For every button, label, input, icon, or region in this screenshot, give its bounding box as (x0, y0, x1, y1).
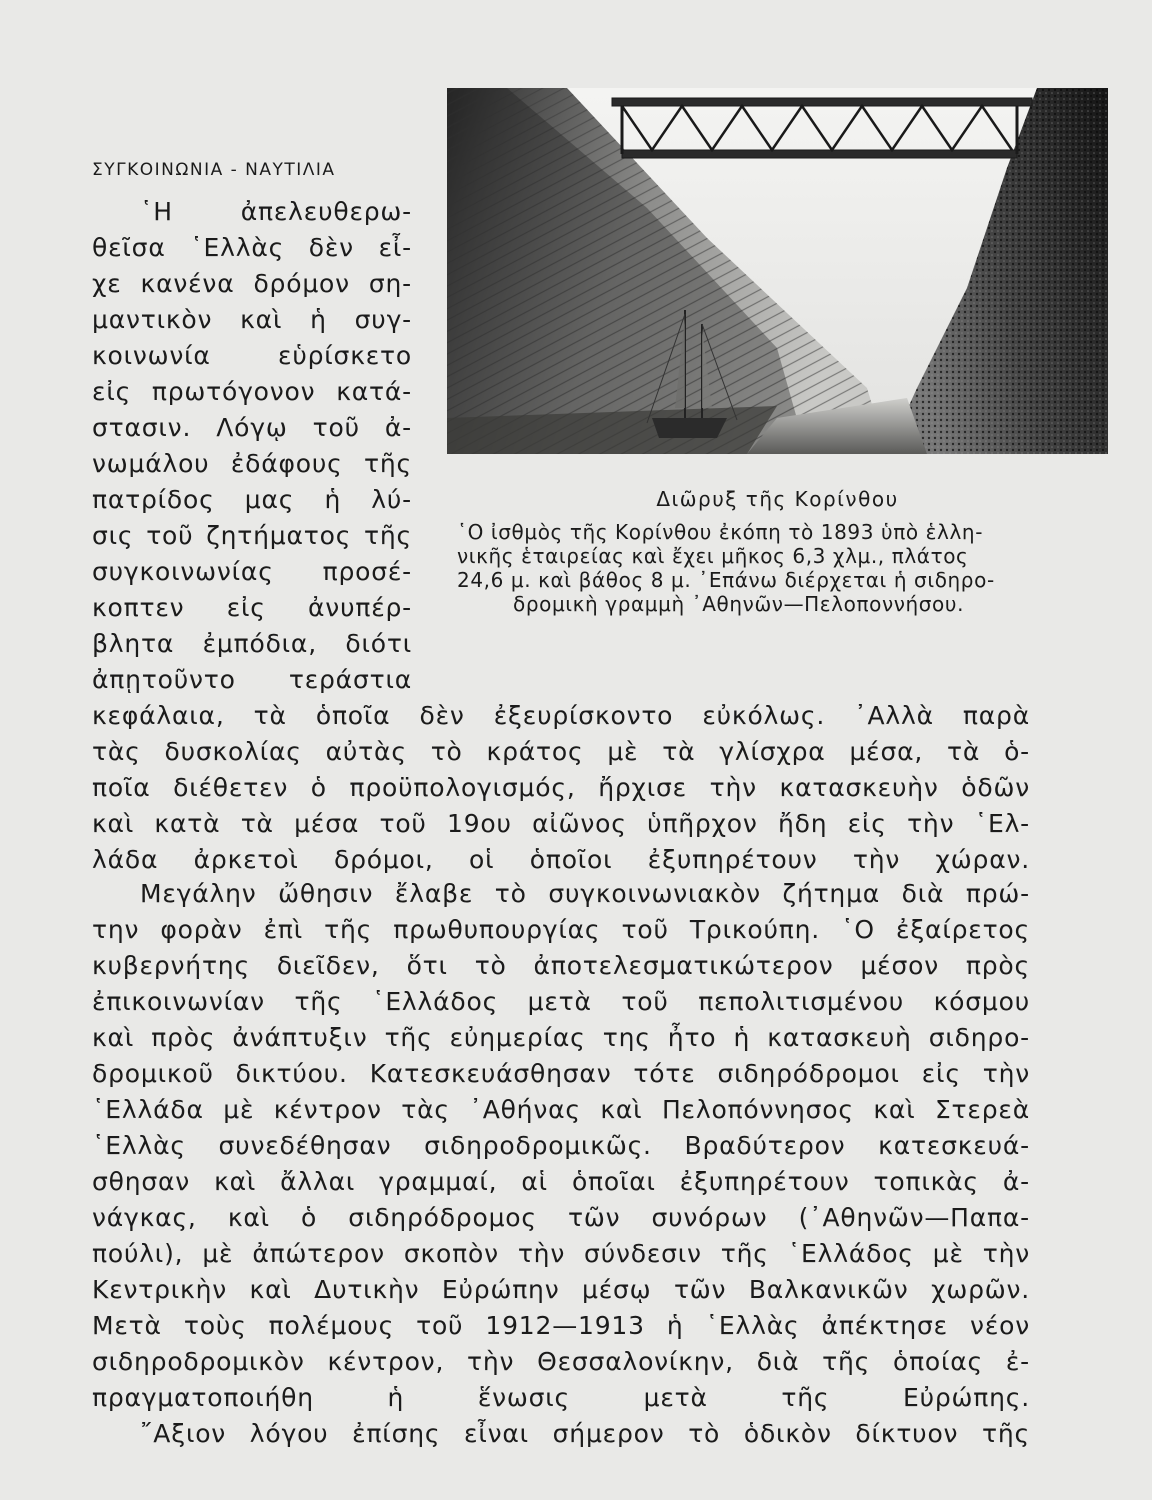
paragraph-line: ῾Η ἀπελευθερω- (140, 197, 412, 226)
paragraph-line: συγκοινωνίας προσέ- (92, 557, 412, 586)
paragraph-line: δρομικοῦ δικτύου. Κατεσκευάσθησαν τότε σιδηρόδρομοι εἰς τὴν (92, 1059, 1030, 1088)
caption-line: 24,6 μ. καὶ βάθος 8 μ. ᾿Επάνω διέρχεται ἡ σιδηρο- (457, 568, 995, 592)
paragraph-line: πραγματοποιήθη ἡ ἕνωσις μετὰ τῆς Εὐρώπης. (92, 1383, 1030, 1412)
paragraph-line: σιδηροδρομικὸν κέντρον, τὴν Θεσσαλονίκην, διὰ τῆς ὁποίας ἐ- (92, 1347, 1030, 1376)
paragraph-line: Μετὰ τοὺς πολέμους τοῦ 1912—1913 ἡ ῾Ελλὰς ἀπέκτησε νέον (92, 1311, 1030, 1340)
paragraph-line: καὶ πρὸς ἀνάπτυξιν τῆς εὐημερίας της ἦτο ἡ κατασκευὴ σιδηρο- (92, 1023, 1030, 1052)
paragraph-line: εἰς πρωτόγονον κατά- (92, 377, 412, 406)
paragraph-line: μαντικὸν καὶ ἡ συγ- (92, 305, 412, 334)
paragraph-line: ῾Ελλὰς συνεδέθησαν σιδηροδρομικῶς. Βραδύτερον κατεσκευά- (92, 1131, 1030, 1160)
paragraph-line: νωμάλου ἐδάφους τῆς (92, 449, 412, 478)
paragraph-line: Κεντρικὴν καὶ Δυτικὴν Εὐρώπην μέσῳ τῶν Βαλκανικῶν χωρῶν. (92, 1275, 1030, 1304)
figure-title: Διῶρυξ τῆς Κορίνθου (656, 487, 899, 511)
paragraph-line: καὶ κατὰ τὰ μέσα τοῦ 19ου αἰῶνος ὑπῆρχον ἤδη εἰς τὴν ῾Ελ- (92, 809, 1030, 838)
paragraph-line: χε κανένα δρόμον ση- (92, 269, 412, 298)
caption-line: νικῆς ἑταιρείας καὶ ἔχει μῆκος 6,3 χλμ., πλάτος (457, 544, 969, 568)
paragraph-line: λάδα ἀρκετοὶ δρόμοι, οἱ ὁποῖοι ἐξυπηρέτουν τὴν χώραν. (92, 845, 1030, 874)
paragraph-line: στασιν. Λόγῳ τοῦ ἀ- (92, 413, 412, 442)
paragraph-line: κυβερνήτης διεῖδεν, ὅτι τὸ ἀποτελεσματικώτερον μέσον πρὸς (92, 951, 1030, 980)
paragraph-line: βλητα ἐμπόδια, διότι (92, 629, 412, 658)
paragraph-line: ἀπῃτοῦντο τεράστια (92, 665, 412, 694)
paragraph-line: ἐπικοινωνίαν τῆς ῾Ελλάδος μετὰ τοῦ πεπολιτισμένου κόσμου (92, 987, 1030, 1016)
paragraph-line: κεφάλαια, τὰ ὁποῖα δὲν ἐξευρίσκοντο εὐκόλως. ᾿Αλλὰ παρὰ (92, 701, 1030, 730)
corinth-canal-photo (447, 88, 1108, 454)
paragraph-line: πατρίδος μας ἡ λύ- (92, 485, 412, 514)
paragraph-line: σις τοῦ ζητήματος τῆς (92, 521, 412, 550)
paragraph-line: τὰς δυσκολίας αὐτὰς τὸ κράτος μὲ τὰ γλίσχρα μέσα, τὰ ὁ- (92, 737, 1030, 766)
paragraph-line: ποῖα διέθετεν ὁ προϋπολογισμός, ἤρχισε τὴν κατασκευὴν ὁδῶν (92, 773, 1030, 802)
paragraph-line: κοινωνία εὑρίσκετο (92, 341, 412, 370)
paragraph-line: ῎Αξιον λόγου ἐπίσης εἶναι σήμερον τὸ ὁδικὸν δίκτυον τῆς (140, 1419, 1030, 1448)
paragraph-line: σθησαν καὶ ἄλλαι γραμμαί, αἱ ὁποῖαι ἐξυπηρέτουν τοπικὰς ἀ- (92, 1167, 1030, 1196)
caption-line: δρομικὴ γραμμὴ ᾿Αθηνῶν—Πελοποννήσου. (513, 592, 965, 616)
paragraph-line: ῾Ελλάδα μὲ κέντρον τὰς ᾿Αθήνας καὶ Πελοπόννησος καὶ Στερεὰ (92, 1095, 1030, 1124)
paragraph-line: νάγκας, καὶ ὁ σιδηρόδρομος τῶν συνόρων (᾿Αθηνῶν—Παπα- (92, 1203, 1030, 1232)
paragraph-line: Μεγάλην ὤθησιν ἔλαβε τὸ συγκοινωνιακὸν ζήτημα διὰ πρώ- (140, 879, 1030, 908)
paragraph-line: την φορὰν ἐπὶ τῆς πρωθυπουργίας τοῦ Τρικούπη. ῾Ο ἐξαίρετος (92, 915, 1030, 944)
paragraph-line: πούλι), μὲ ἀπώτερον σκοπὸν τὴν σύνδεσιν τῆς ῾Ελλάδος μὲ τὴν (92, 1239, 1030, 1268)
canal-illustration (447, 88, 1108, 454)
paragraph-line: κοπτεν εἰς ἀνυπέρ- (92, 593, 412, 622)
section-heading: ΣΥΓΚΟΙΝΩΝΙΑ - ΝΑΥΤΙΛΙΑ (92, 160, 336, 180)
paragraph-line: θεῖσα ῾Ελλὰς δὲν εἶ- (92, 233, 412, 262)
caption-line: ῾Ο ἰσθμὸς τῆς Κορίνθου ἐκόπη τὸ 1893 ὑπὸ ἑλλη- (457, 520, 984, 544)
